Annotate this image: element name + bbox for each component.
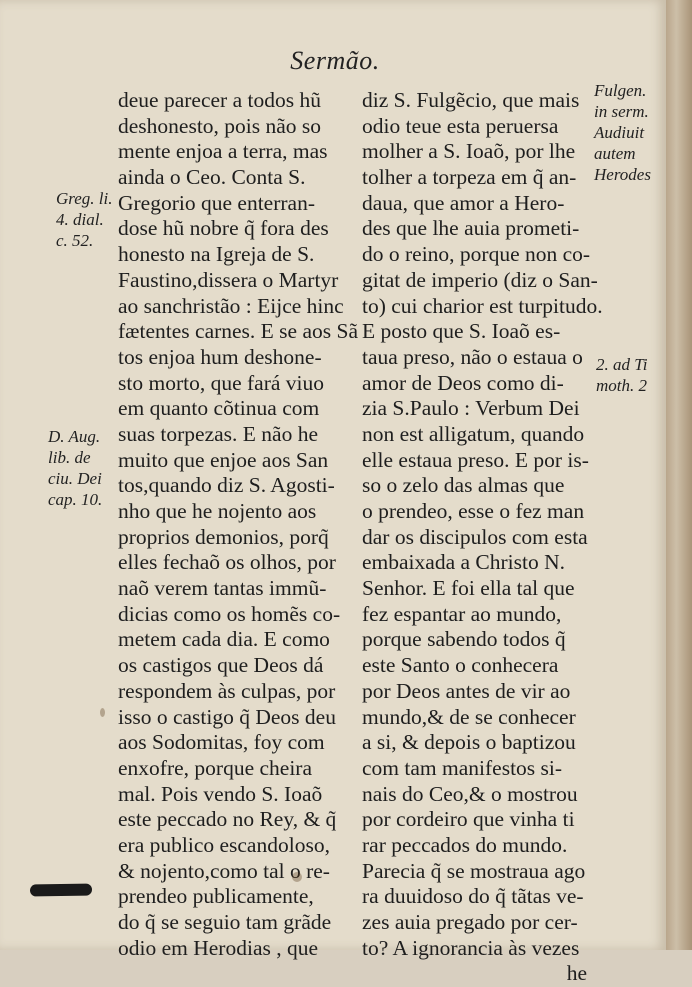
text-line: prendeo publicamente,	[118, 884, 314, 909]
text-line: elles fechaõ os olhos, por	[118, 550, 336, 575]
text-line: em quanto cõtinua com	[118, 396, 320, 421]
text-line: Gregorio que enterran-	[118, 190, 315, 215]
text-line: era publico escandoloso,	[118, 832, 330, 857]
text-line: tolher a torpeza em q̃ an-	[362, 165, 577, 190]
text-line: suas torpezas. E não he	[118, 421, 318, 446]
text-line: elle estaua preso. E por is-	[362, 447, 589, 472]
text-line: deue parecer a todos hũ	[118, 88, 321, 112]
margin-note-line: 4. dial.	[56, 210, 104, 229]
text-line: odio em Herodias , que	[118, 935, 319, 960]
margin-note-line: 2. ad Ti	[596, 355, 648, 374]
text-column-left	[118, 88, 359, 961]
margin-note-line: autem	[594, 144, 636, 163]
text-column-right	[362, 88, 603, 987]
text-line: enxofre, porque cheira	[118, 755, 312, 780]
margin-note-agostinho	[48, 426, 102, 510]
margin-note-gregorio	[56, 188, 113, 251]
text-line: fez espantar ao mundo,	[362, 601, 562, 626]
text-line: aos Sodomitas, foy com	[118, 730, 325, 755]
text-line: com tam manifestos si-	[362, 755, 563, 780]
paper-stain	[292, 872, 302, 882]
text-line: zes auia pregado por cer-	[362, 910, 578, 934]
margin-note-line: Audiuit	[594, 123, 645, 142]
text-line: respondem às culpas, por	[118, 678, 336, 703]
text-line: do q̃ se seguio tam grãde	[118, 910, 332, 934]
text-line: fætentes carnes. E se aos Sã	[118, 319, 359, 344]
page-edge	[666, 0, 692, 950]
text-line: E posto que S. Ioaõ es-	[362, 319, 561, 344]
text-line: mundo,& de se conhecer	[362, 704, 576, 729]
text-line: este peccado no Rey, & q̃	[118, 807, 337, 832]
margin-note-line: in serm.	[594, 102, 649, 121]
text-line: mal. Pois vendo S. Ioaõ	[118, 781, 323, 806]
text-line: ainda o Ceo. Conta S.	[118, 165, 306, 190]
margin-note-line: Herodes	[594, 165, 651, 184]
text-line: Faustino,dissera o Martyr	[118, 267, 339, 292]
text-line: daua, que amor a Hero-	[362, 190, 565, 215]
margin-note-line: Greg. li.	[56, 189, 113, 208]
margin-note-line: lib. de	[48, 448, 91, 467]
text-line: porque sabendo todos q̃	[362, 627, 566, 652]
text-line: dose hũ nobre q̃ fora des	[118, 216, 329, 241]
text-line: por Deos antes de vir ao	[362, 678, 571, 703]
text-line: ao sanchristão : Eijce hinc	[118, 293, 344, 318]
margin-note-line: ciu. Dei	[48, 469, 102, 488]
text-line: embaixada a Christo N.	[362, 550, 566, 575]
page-title: Sermão.	[290, 46, 380, 75]
text-line: sto morto, que fará viuo	[118, 370, 324, 395]
margin-note-line: D. Aug.	[48, 427, 101, 446]
text-line: isso o castigo q̃ Deos deu	[118, 704, 336, 729]
text-line: rar peccados do mundo.	[362, 832, 568, 857]
text-line: muito que enjoe aos San	[118, 447, 329, 472]
ink-smudge	[30, 883, 92, 896]
text-line: nho que he nojento aos	[118, 499, 317, 523]
text-line: diz S. Fulgẽcio, que mais	[362, 88, 580, 112]
margin-note-line: cap. 10.	[48, 490, 103, 509]
text-line: naõ verem tantas immũ-	[118, 576, 327, 601]
text-line: & nojento,como tal o re-	[118, 858, 330, 883]
text-line: metem cada dia. E como	[118, 627, 330, 652]
paper-stain	[100, 708, 105, 717]
text-line: ra duuidoso do q̃ tãtas ve-	[362, 884, 584, 909]
text-line: to) cui charior est turpitudo.	[362, 293, 603, 318]
text-line: mente enjoa a terra, mas	[118, 139, 328, 164]
text-line: gitat de imperio (diz o San-	[362, 267, 598, 292]
text-line: do o reino, porque non co-	[362, 242, 591, 267]
text-line: deshonesto, pois não so	[118, 113, 322, 138]
text-line: des que lhe auia prometi-	[362, 216, 580, 241]
text-line: a si, & depois o baptizou	[362, 730, 576, 755]
text-line: molher a S. Ioaõ, por lhe	[362, 139, 576, 164]
text-line: o prendeo, esse o fez man	[362, 499, 585, 523]
text-line: dar os discipulos com esta	[362, 524, 588, 549]
text-line: por cordeiro que vinha ti	[362, 807, 575, 832]
text-line: este Santo o conhecera	[362, 653, 559, 678]
text-line: zia S.Paulo : Verbum Dei	[362, 396, 580, 421]
text-line: proprios demonios, porq̃	[118, 524, 329, 549]
text-line: amor de Deos como di-	[362, 370, 564, 395]
text-line: tos,quando diz S. Agosti-	[118, 473, 335, 498]
margin-note-line: c. 52.	[56, 231, 94, 250]
text-line: honesto na Igreja de S.	[118, 242, 315, 267]
text-line: Parecia q̃ se mostraua ago	[362, 858, 586, 883]
text-line: taua preso, não o estaua o	[362, 344, 583, 369]
margin-note-timoteo	[596, 354, 648, 396]
text-line: nais do Ceo,& o mostrou	[362, 781, 578, 806]
text-line: non est alligatum, quando	[362, 421, 585, 446]
text-line: dicias como os homẽs co-	[118, 601, 341, 626]
text-line: Senhor. E foi ella tal que	[362, 576, 575, 601]
text-line: tos enjoa hum deshone-	[118, 344, 322, 369]
text-line: odio teue esta peruersa	[362, 113, 559, 138]
text-line: to? A ignorancia às vezes	[362, 935, 580, 960]
margin-note-line: Fulgen.	[594, 81, 647, 100]
margin-note-line: moth. 2	[596, 376, 647, 395]
text-line: so o zelo das almas que	[362, 473, 565, 498]
text-line: os castigos que Deos dá	[118, 653, 324, 678]
margin-note-fulgencio	[594, 80, 651, 185]
text-line: he	[566, 961, 587, 986]
